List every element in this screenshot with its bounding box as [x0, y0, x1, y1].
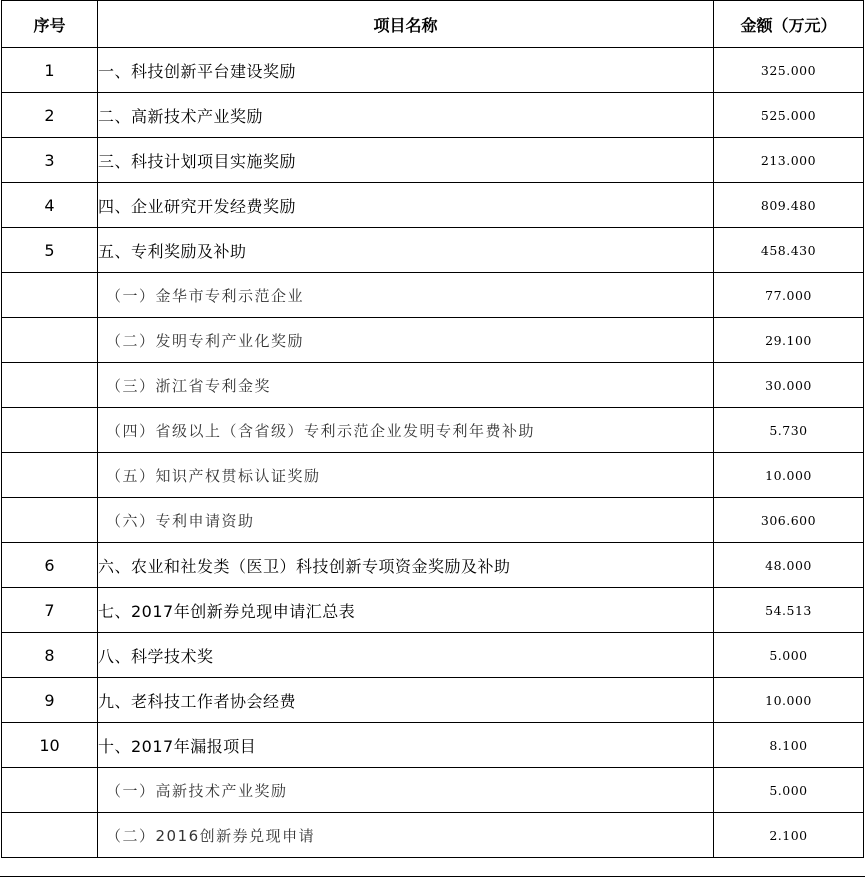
item-name-cell: 八、科学技术奖 [98, 633, 714, 678]
item-name-cell: （二）2016创新券兑现申请 [98, 813, 714, 858]
table-row [2, 183, 864, 228]
item-name-cell: 三、科技计划项目实施奖励 [98, 138, 714, 183]
item-name-cell: 六、农业和社发类（医卫）科技创新专项资金奖励及补助 [98, 543, 714, 588]
table-subrow [2, 813, 864, 858]
amount-cell: 325.000 [714, 48, 864, 93]
serial-number-cell [2, 498, 98, 543]
header-amount: 金额（万元） [714, 1, 864, 48]
table-row [2, 678, 864, 723]
serial-number-cell: 3 [2, 138, 98, 183]
amount-cell: 29.100 [714, 318, 864, 363]
item-name-cell: （三）浙江省专利金奖 [98, 363, 714, 408]
table-body [2, 48, 864, 858]
item-name-cell: （二）发明专利产业化奖励 [98, 318, 714, 363]
table-row [2, 543, 864, 588]
table-subrow [2, 363, 864, 408]
table-row [2, 138, 864, 183]
amount-cell: 525.000 [714, 93, 864, 138]
item-name-cell: 二、高新技术产业奖励 [98, 93, 714, 138]
item-name-cell: 四、企业研究开发经费奖励 [98, 183, 714, 228]
amount-cell: 5.730 [714, 408, 864, 453]
amount-cell: 809.480 [714, 183, 864, 228]
amount-cell: 10.000 [714, 453, 864, 498]
table-row [2, 228, 864, 273]
amount-cell: 2.100 [714, 813, 864, 858]
serial-number-cell [2, 768, 98, 813]
table-row [2, 633, 864, 678]
table-subrow [2, 498, 864, 543]
amount-cell: 48.000 [714, 543, 864, 588]
serial-number-cell [2, 408, 98, 453]
serial-number-cell [2, 813, 98, 858]
serial-number-cell: 6 [2, 543, 98, 588]
item-name-cell: 一、科技创新平台建设奖励 [98, 48, 714, 93]
amount-cell: 8.100 [714, 723, 864, 768]
serial-number-cell: 5 [2, 228, 98, 273]
amount-cell: 5.000 [714, 633, 864, 678]
table-row [2, 93, 864, 138]
table-subrow [2, 318, 864, 363]
serial-number-cell: 7 [2, 588, 98, 633]
serial-number-cell [2, 318, 98, 363]
item-name-cell: （四）省级以上（含省级）专利示范企业发明专利年费补助 [98, 408, 714, 453]
serial-number-cell [2, 273, 98, 318]
table-row [2, 723, 864, 768]
serial-number-cell: 10 [2, 723, 98, 768]
item-name-cell: （一）金华市专利示范企业 [98, 273, 714, 318]
amount-cell: 458.430 [714, 228, 864, 273]
amount-cell: 10.000 [714, 678, 864, 723]
table-header-row [2, 1, 864, 48]
item-name-cell: 五、专利奖励及补助 [98, 228, 714, 273]
table-subrow [2, 453, 864, 498]
serial-number-cell: 2 [2, 93, 98, 138]
table-row [2, 48, 864, 93]
table-subrow [2, 408, 864, 453]
amount-cell: 54.513 [714, 588, 864, 633]
serial-number-cell: 8 [2, 633, 98, 678]
table-row [2, 588, 864, 633]
serial-number-cell [2, 453, 98, 498]
amount-cell: 306.600 [714, 498, 864, 543]
table-subrow [2, 768, 864, 813]
item-name-cell: （五）知识产权贯标认证奖励 [98, 453, 714, 498]
header-serial-number: 序号 [2, 1, 98, 48]
amount-cell: 77.000 [714, 273, 864, 318]
item-name-cell: （一）高新技术产业奖励 [98, 768, 714, 813]
amount-cell: 30.000 [714, 363, 864, 408]
serial-number-cell [2, 363, 98, 408]
award-table [1, 0, 864, 858]
header-item-name: 项目名称 [98, 1, 714, 48]
item-name-cell: 九、老科技工作者协会经费 [98, 678, 714, 723]
item-name-cell: 十、2017年漏报项目 [98, 723, 714, 768]
table-subrow [2, 273, 864, 318]
serial-number-cell: 1 [2, 48, 98, 93]
item-name-cell: 七、2017年创新券兑现申请汇总表 [98, 588, 714, 633]
serial-number-cell: 9 [2, 678, 98, 723]
serial-number-cell: 4 [2, 183, 98, 228]
amount-cell: 213.000 [714, 138, 864, 183]
amount-cell: 5.000 [714, 768, 864, 813]
item-name-cell: （六）专利申请资助 [98, 498, 714, 543]
